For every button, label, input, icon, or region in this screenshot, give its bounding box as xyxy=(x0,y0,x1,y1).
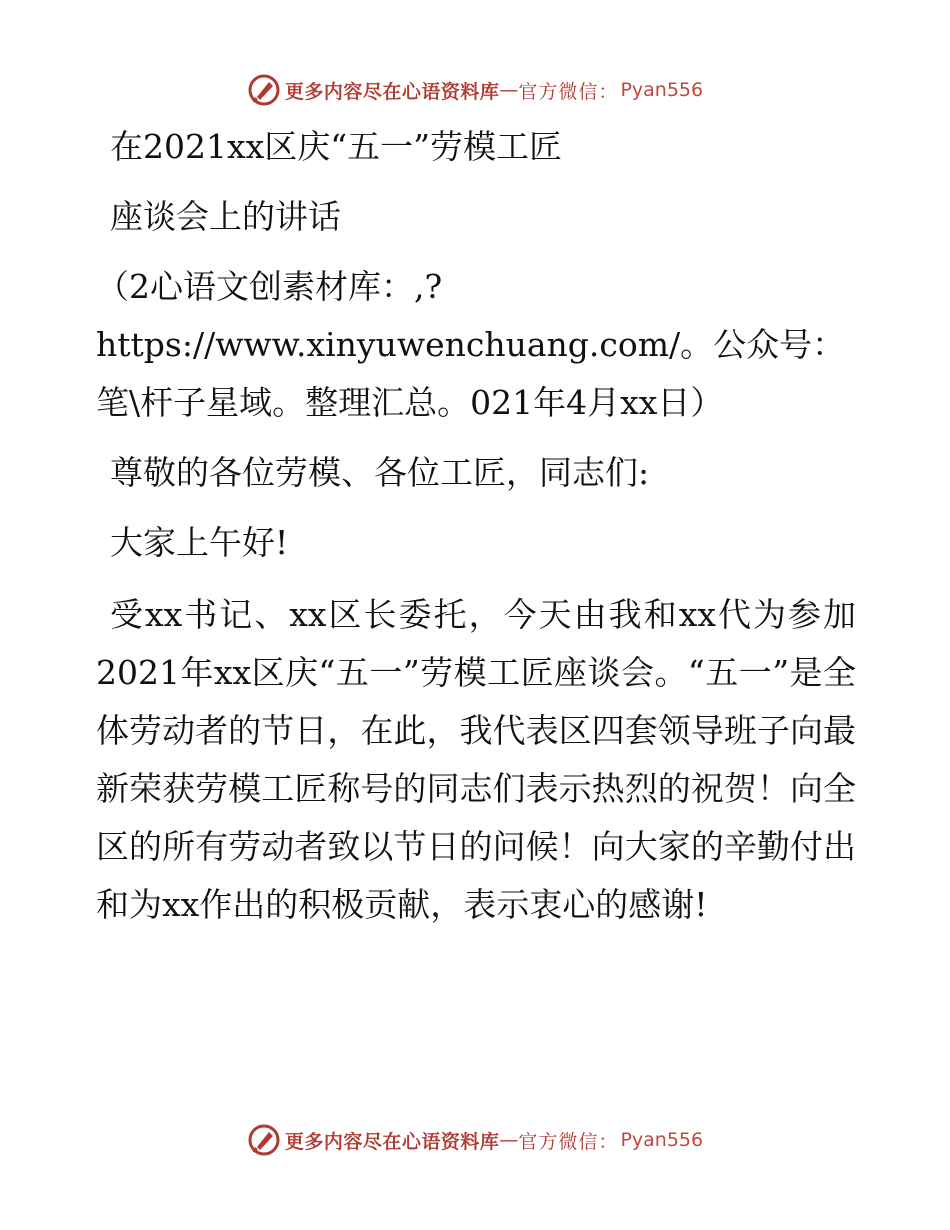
footer-dash: — xyxy=(499,1129,519,1151)
banner-dash: — xyxy=(499,79,519,101)
pen-nib-logo-icon xyxy=(247,73,281,107)
document-title-line2: 座谈会上的讲话 xyxy=(110,197,341,236)
header-banner xyxy=(0,70,950,110)
banner-brand-text: 更多内容尽在心语资料库 xyxy=(284,80,500,103)
footer-banner xyxy=(0,1120,950,1160)
document-body xyxy=(96,118,856,934)
document-salutation: 尊敬的各位劳模、各位工匠，同志们: xyxy=(110,453,650,492)
footer-brand-text: 更多内容尽在心语资料库 xyxy=(284,1130,500,1153)
document-source-note: （2心语文创素材库：,?https://www.xinyuwenchuang.com/。公众号：笔\杆子星域。整理汇总。021年4月xx日） xyxy=(96,267,846,422)
banner-wechat-handle: Pyan556 xyxy=(620,79,704,101)
document-title-line1: 在2021xx区庆“五一”劳模工匠 xyxy=(110,127,562,166)
footer-wechat-label: 官方微信： xyxy=(518,1130,619,1153)
document-paragraph: 受xx书记、xx区长委托，今天由我和xx代为参加2021年xx区庆“五一”劳模工匠座谈会。“五一”是全体劳动者的节日，在此，我代表区四套领导班子向最新荣获劳模工匠称号的同志们表示热烈的祝贺！向全区的所有劳动者致以节日的问候！向大家的辛勤付出和为xx作出的积极贡献，表示衷心的感谢! xyxy=(96,595,856,924)
pen-nib-logo-icon xyxy=(247,1123,281,1157)
document-greeting: 大家上午好! xyxy=(110,523,289,562)
footer-wechat-handle: Pyan556 xyxy=(620,1129,704,1151)
banner-wechat-label: 官方微信： xyxy=(518,80,619,103)
